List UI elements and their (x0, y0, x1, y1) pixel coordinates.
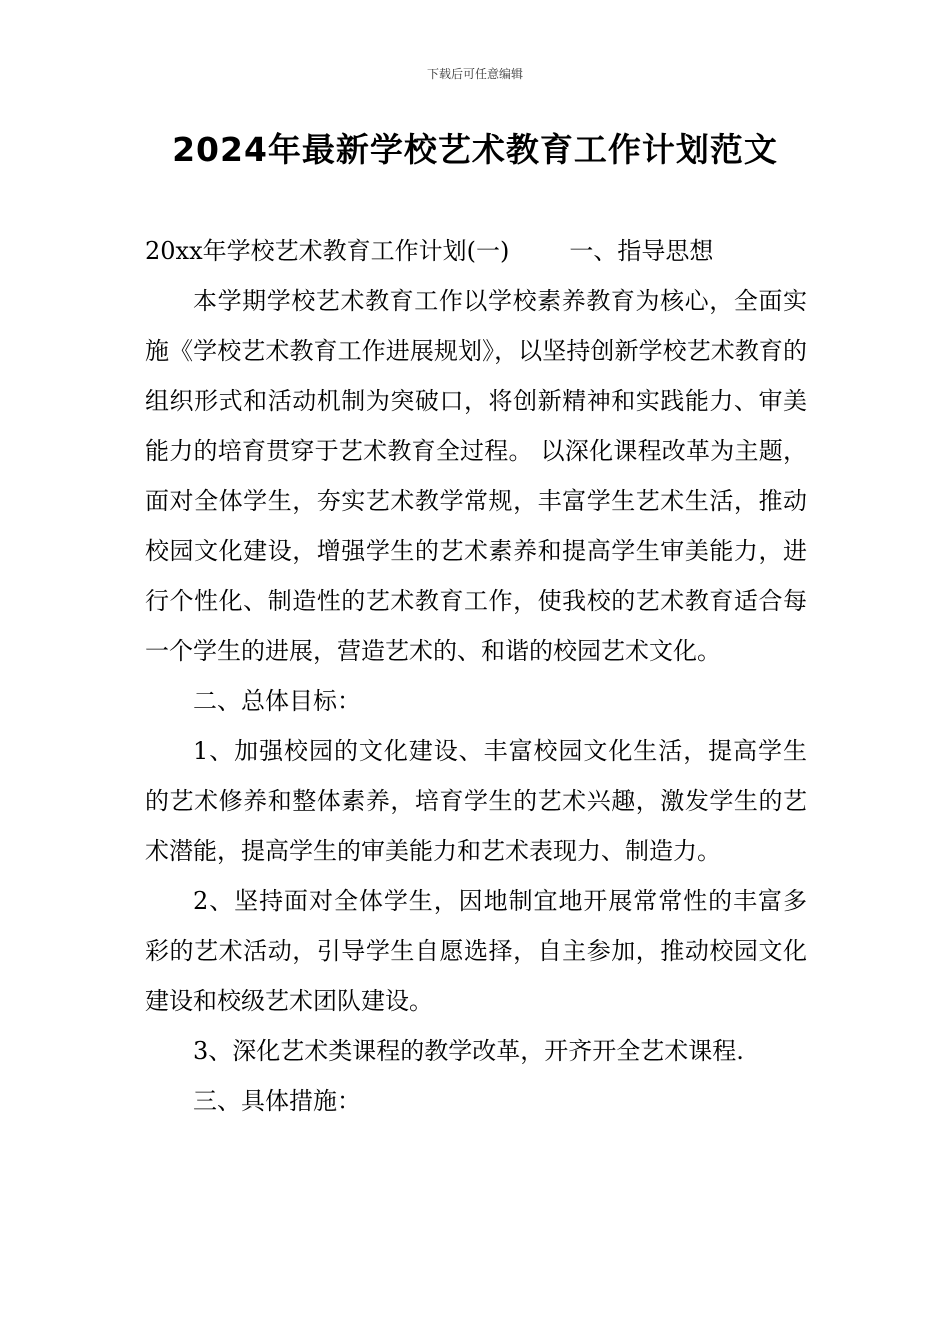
section-heading-overall-goals: 二、总体目标： (193, 687, 361, 715)
paragraph-guiding-ideology: 本学期学校艺术教育工作以学校素养教育为核心，全面实施《学校艺术教育工作进展规划》，以坚持创新学校艺术教育的组织形式和活动机制为突破口，将创新精神和实践能力、审美能力的培育贯穿于艺术教育全过程。 以深化课程改革为主题，面对全体学生，夯实艺术教学常规，丰富学生艺术生活，推动校园文化建设，增强学生的艺术素养和提高学生审美能力，进行个性化、制造性的艺术教育工作，使我校的艺术教育适合每一个学生的进展，营造艺术的、和谐的校园艺术文化。 (145, 287, 807, 665)
document-body (145, 226, 807, 1126)
section-heading-specific-measures: 三、具体措施： (193, 1087, 361, 1115)
paragraph-goal-2: 2、坚持面对全体学生，因地制宜地开展常常性的丰富多彩的艺术活动，引导学生自愿选择，自主参加，推动校园文化建设和校级艺术团队建设。 (145, 887, 807, 1015)
plan-title: 20xx年学校艺术教育工作计划(一) (145, 237, 510, 265)
document-title: 2024年最新学校艺术教育工作计划范文 (172, 130, 778, 169)
section-heading-guiding-ideology: 一、指导思想 (569, 237, 714, 265)
intro-line (145, 226, 807, 276)
paragraph-goal-1: 1、加强校园的文化建设、丰富校园文化生活，提高学生的艺术修养和整体素养，培育学生的艺术兴趣，激发学生的艺术潜能，提高学生的审美能力和艺术表现力、制造力。 (145, 737, 807, 865)
paragraph-goal-3: 3、深化艺术类课程的教学改革，开齐开全艺术课程. (193, 1037, 744, 1065)
header-note: 下载后可任意编辑 (426, 67, 523, 81)
